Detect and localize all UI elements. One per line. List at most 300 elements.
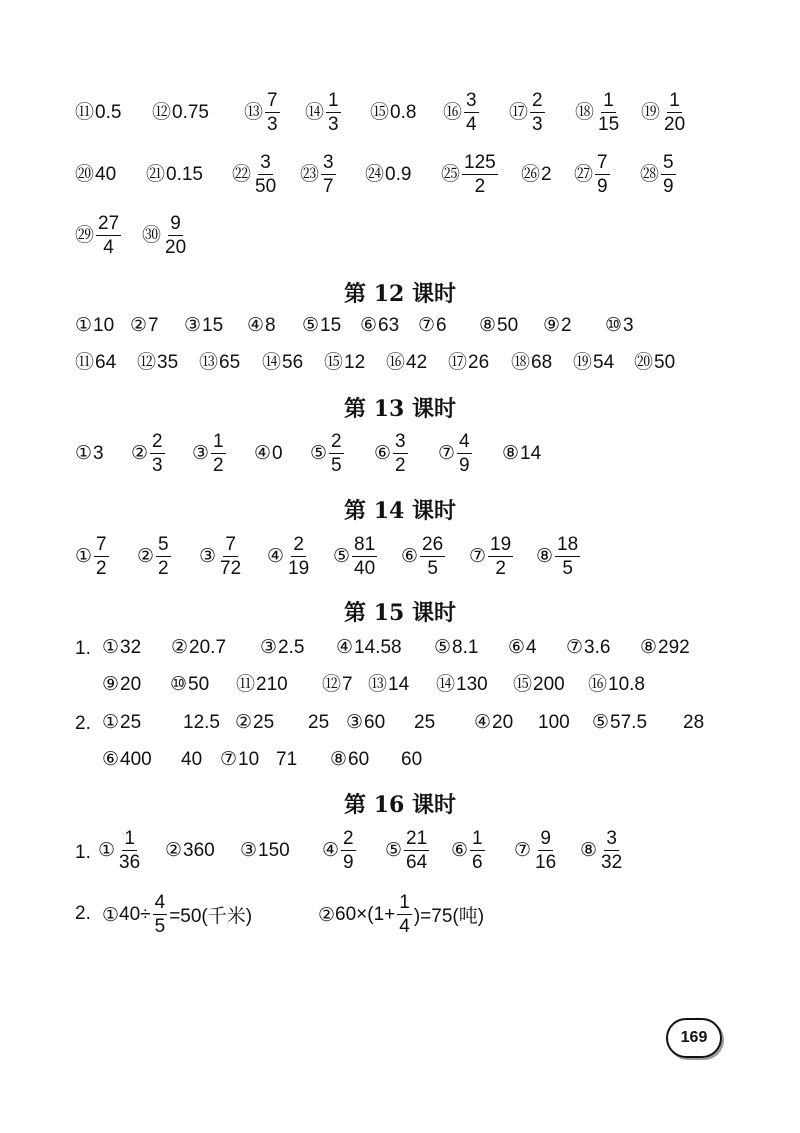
item-marker: ⑦	[566, 636, 584, 658]
fraction	[163, 214, 188, 257]
item-marker: ⑳	[634, 351, 654, 373]
fraction	[211, 432, 226, 475]
answer-value: 64	[95, 352, 117, 373]
answer-value: 3	[93, 443, 104, 464]
answer-value: 25	[120, 712, 142, 733]
item-marker: ㉔	[365, 163, 385, 185]
answer-item	[502, 444, 541, 463]
item-marker: ㉒	[232, 163, 252, 185]
answer-value: 68	[531, 352, 553, 373]
answer-value: 28	[683, 712, 705, 733]
item-marker: ①	[102, 711, 120, 733]
item-marker: ⑩	[170, 673, 188, 695]
denominator: 2	[395, 455, 406, 476]
denominator: 72	[220, 558, 242, 579]
numerator: 4	[459, 431, 470, 452]
item-marker: ⑧	[580, 839, 598, 861]
answer-item	[142, 214, 188, 257]
answer-item	[137, 535, 171, 578]
answer-item	[254, 444, 283, 463]
answer-item	[102, 638, 141, 657]
answer-item	[102, 750, 152, 769]
section-title-16: 第 16 课时	[344, 792, 456, 818]
answer-item	[165, 841, 215, 860]
answer-value: 65	[219, 352, 241, 373]
s16-equation-1	[102, 893, 252, 936]
answer-item	[365, 165, 411, 184]
item-marker: ⑦	[469, 545, 487, 567]
numerator: 3	[323, 152, 334, 173]
denominator: 3	[152, 455, 163, 476]
s15-part2-label: 2.	[75, 713, 91, 734]
answer-item	[469, 535, 513, 578]
answer-value: 15	[320, 315, 342, 336]
answer-value: 2	[561, 315, 572, 336]
fraction	[329, 432, 344, 475]
item-marker: ⑲	[641, 101, 661, 123]
answer-value: 54	[593, 352, 615, 373]
item-marker: ⑧	[536, 545, 554, 567]
answer-value: 200	[533, 674, 565, 695]
answer-value: 10.8	[608, 674, 645, 695]
answer-item	[262, 353, 303, 372]
equation-lhs: 60×(1+	[335, 903, 396, 925]
numerator: 5	[663, 152, 674, 173]
answer-item	[170, 675, 209, 694]
answer-value: 100	[538, 712, 570, 733]
denominator: 5	[154, 916, 166, 937]
fraction	[393, 432, 408, 475]
answer-value: 60	[364, 712, 386, 733]
item-marker: ㉗	[574, 163, 594, 185]
item-marker: ③	[260, 636, 278, 658]
answer-item	[575, 91, 621, 134]
numerator: 1	[328, 90, 339, 111]
fraction	[341, 829, 356, 872]
numerator: 3	[606, 828, 617, 849]
equation-lhs: 40÷	[119, 903, 151, 925]
answer-item	[152, 103, 209, 122]
item-marker: ①	[98, 839, 116, 861]
item-marker: ⑥	[451, 839, 469, 861]
answer-value: 60	[401, 749, 423, 770]
answer-item	[521, 165, 552, 184]
item-marker: ①	[102, 903, 120, 926]
item-marker: ⑬	[368, 673, 388, 695]
answer-item	[536, 535, 580, 578]
item-marker: ②	[171, 636, 189, 658]
item-marker: ⑤	[310, 442, 328, 464]
answer-value: 40	[95, 164, 117, 185]
item-marker: ⑪	[236, 673, 256, 695]
item-marker: ㉑	[146, 163, 166, 185]
item-marker: ①	[75, 314, 93, 336]
section-title-15: 第 15 课时	[344, 600, 456, 626]
answer-value: 60	[348, 749, 370, 770]
answer-item	[640, 638, 690, 657]
fraction	[397, 893, 412, 936]
answer-value: 12.5	[183, 712, 220, 733]
item-marker: ⑤	[592, 711, 610, 733]
answer-item	[180, 750, 202, 769]
answer-item	[386, 353, 427, 372]
answer-value: 8	[265, 315, 276, 336]
item-marker: ⑥	[360, 314, 378, 336]
answer-item	[514, 829, 558, 872]
denominator: 16	[535, 852, 557, 873]
answer-value: 0.8	[390, 102, 417, 123]
answer-value: 50	[497, 315, 519, 336]
item-marker: ⑭	[436, 673, 456, 695]
answer-item	[605, 316, 634, 335]
section-title-12: 第 12 课时	[344, 281, 456, 307]
item-marker: ④	[322, 839, 340, 861]
answer-item	[448, 353, 489, 372]
answer-item	[305, 91, 341, 134]
numerator: 9	[540, 828, 551, 849]
answer-item	[513, 675, 565, 694]
answer-item	[451, 829, 485, 872]
answer-item	[336, 638, 402, 657]
answer-item	[98, 829, 142, 872]
answer-value: 130	[456, 674, 488, 695]
item-marker: ⑲	[573, 351, 593, 373]
fraction	[153, 893, 168, 936]
numerator: 27	[98, 213, 120, 234]
numerator: 3	[260, 152, 271, 173]
answer-value: 7	[148, 315, 159, 336]
answer-item	[131, 432, 165, 475]
answer-item	[75, 535, 109, 578]
denominator: 36	[119, 852, 141, 873]
denominator: 19	[288, 558, 310, 579]
item-marker: ㉕	[441, 163, 461, 185]
item-marker: ①	[75, 545, 93, 567]
item-marker: ③	[199, 545, 217, 567]
numerator: 7	[96, 534, 107, 555]
numerator: 2	[152, 431, 163, 452]
denominator: 40	[354, 558, 376, 579]
answer-item	[511, 353, 552, 372]
item-marker: ⑫	[322, 673, 342, 695]
answer-item	[307, 713, 329, 732]
answer-value: 56	[282, 352, 304, 373]
answer-value: 400	[120, 749, 152, 770]
item-marker: ㉓	[300, 163, 320, 185]
item-marker: ①	[75, 442, 93, 464]
answer-item	[436, 675, 488, 694]
numerator: 9	[170, 213, 181, 234]
fraction	[150, 432, 165, 475]
item-marker: ⑤	[333, 545, 351, 567]
answer-value: 50	[188, 674, 210, 695]
answer-item	[401, 535, 445, 578]
item-marker: ⑨	[543, 314, 561, 336]
denominator: 9	[343, 852, 354, 873]
answer-value: 10	[238, 749, 260, 770]
fraction	[404, 829, 429, 872]
answer-item	[443, 91, 479, 134]
answer-value: 2.5	[278, 637, 305, 658]
item-marker: ⑤	[302, 314, 320, 336]
s16-part2-label: 2.	[75, 903, 91, 924]
fraction	[218, 535, 243, 578]
answer-item	[508, 638, 537, 657]
answer-value: 20	[120, 674, 142, 695]
equation-rhs: =50(千米)	[169, 906, 253, 927]
fraction	[530, 91, 545, 134]
fraction	[420, 535, 445, 578]
answer-item	[130, 316, 159, 335]
fraction	[286, 535, 311, 578]
numerator: 1	[124, 828, 135, 849]
item-marker: ②	[165, 839, 183, 861]
fraction	[595, 153, 610, 196]
numerator: 3	[395, 431, 406, 452]
section-title-14: 第 14 课时	[344, 498, 456, 524]
answer-item	[235, 713, 274, 732]
item-marker: ④	[254, 442, 272, 464]
answer-value: 0.75	[172, 102, 209, 123]
answer-item	[588, 675, 645, 694]
item-marker: ⑦	[514, 839, 532, 861]
numerator: 2	[293, 534, 304, 555]
equation-rhs: )=75(吨)	[413, 906, 485, 927]
answer-item	[580, 829, 624, 872]
item-marker: ⑰	[509, 101, 529, 123]
item-marker: ⑯	[443, 101, 463, 123]
answer-item	[75, 316, 114, 335]
item-marker: ⑥	[374, 442, 392, 464]
answer-item	[634, 353, 675, 372]
item-marker: ⑱	[575, 101, 595, 123]
answer-value: 40	[181, 749, 203, 770]
answer-value: 35	[157, 352, 179, 373]
item-marker: ③	[184, 314, 202, 336]
item-marker: ⑭	[305, 101, 325, 123]
item-marker: ⑥	[508, 636, 526, 658]
numerator: 2	[331, 431, 342, 452]
answer-item	[322, 829, 356, 872]
item-marker: ⑦	[438, 442, 456, 464]
denominator: 20	[664, 114, 686, 135]
numerator: 2	[343, 828, 354, 849]
answer-item	[247, 316, 276, 335]
answer-value: 71	[276, 749, 298, 770]
answer-item	[640, 153, 676, 196]
answer-value: 210	[256, 674, 288, 695]
item-marker: ㉚	[142, 224, 162, 246]
answer-item	[360, 316, 399, 335]
answer-value: 20.7	[189, 637, 227, 658]
answer-item	[574, 153, 610, 196]
item-marker: ③	[192, 442, 210, 464]
item-marker: ⑤	[434, 636, 452, 658]
answer-value: 14.58	[354, 637, 402, 658]
fraction	[464, 91, 479, 134]
s15-part1-label: 1.	[75, 638, 91, 659]
answer-value: 25	[308, 712, 330, 733]
answer-item	[137, 353, 178, 372]
fraction	[533, 829, 558, 872]
numerator: 1	[399, 892, 410, 913]
answer-item	[267, 535, 311, 578]
numerator: 125	[464, 152, 496, 173]
item-marker: ②	[131, 442, 149, 464]
denominator: 2	[495, 558, 506, 579]
item-marker: ⑳	[75, 163, 95, 185]
item-marker: ④	[267, 545, 285, 567]
item-marker: ⑤	[385, 839, 403, 861]
item-marker: ⑬	[199, 351, 219, 373]
answer-item	[413, 713, 435, 732]
answer-item	[75, 214, 121, 257]
answer-item	[682, 713, 704, 732]
item-marker: ⑦	[418, 314, 436, 336]
answer-item	[102, 675, 141, 694]
item-marker: ㉖	[521, 163, 541, 185]
answer-value: 7	[342, 674, 353, 695]
answer-value: 57.5	[610, 712, 648, 733]
fraction	[265, 91, 280, 134]
answer-item	[240, 841, 290, 860]
numerator: 81	[354, 534, 376, 555]
answer-value: 15	[202, 315, 224, 336]
answer-item	[330, 750, 369, 769]
numerator: 7	[225, 534, 236, 555]
answer-item	[418, 316, 447, 335]
denominator: 3	[267, 114, 278, 135]
item-marker: ⑮	[324, 351, 344, 373]
item-marker: ⑥	[401, 545, 419, 567]
answer-value: 0.9	[385, 164, 412, 185]
denominator: 3	[328, 114, 339, 135]
fraction	[661, 153, 676, 196]
answer-item	[537, 713, 570, 732]
item-marker: ②	[235, 711, 253, 733]
answer-item	[275, 750, 297, 769]
answer-value: 8.1	[452, 637, 479, 658]
denominator: 32	[601, 852, 623, 873]
numerator: 3	[466, 90, 477, 111]
answer-value: 20	[492, 712, 514, 733]
answer-item	[441, 153, 498, 196]
item-marker: ⑨	[102, 673, 120, 695]
answer-value: 3.6	[584, 637, 611, 658]
fraction	[555, 535, 580, 578]
answer-item	[592, 713, 647, 732]
item-marker: ②	[318, 903, 336, 926]
denominator: 50	[255, 176, 277, 197]
answer-value: 42	[406, 352, 428, 373]
numerator: 21	[406, 828, 428, 849]
s16-equation-2	[318, 893, 484, 936]
fraction	[321, 153, 336, 196]
denominator: 4	[399, 916, 410, 937]
fraction	[156, 535, 171, 578]
answer-value: 50	[654, 352, 676, 373]
item-marker: ②	[137, 545, 155, 567]
denominator: 64	[406, 852, 428, 873]
answer-item	[434, 638, 478, 657]
answer-item	[322, 675, 353, 694]
answer-value: 25	[414, 712, 436, 733]
answer-item	[509, 91, 545, 134]
numerator: 1	[213, 431, 224, 452]
item-marker: ⑪	[75, 351, 95, 373]
numerator: 2	[532, 90, 543, 111]
item-marker: ④	[474, 711, 492, 733]
fraction	[596, 91, 621, 134]
item-marker: ⑱	[511, 351, 531, 373]
answer-value: 6	[436, 315, 447, 336]
numerator: 4	[154, 892, 166, 913]
answer-item	[543, 316, 572, 335]
fraction	[117, 829, 142, 872]
item-marker: ①	[102, 636, 120, 658]
answer-item	[474, 713, 513, 732]
denominator: 7	[323, 176, 334, 197]
answer-item	[302, 316, 341, 335]
answer-item	[300, 153, 336, 196]
answer-value: 0.5	[95, 102, 122, 123]
answer-item	[566, 638, 610, 657]
answer-item	[310, 432, 344, 475]
answer-item	[333, 535, 377, 578]
answer-value: 10	[93, 315, 115, 336]
item-marker: ⑰	[448, 351, 468, 373]
numerator: 7	[597, 152, 608, 173]
item-marker: ㉙	[75, 224, 95, 246]
answer-item	[385, 829, 429, 872]
fraction	[470, 829, 485, 872]
answer-value: 150	[258, 840, 290, 861]
item-marker: ⑯	[588, 673, 608, 695]
denominator: 2	[96, 558, 107, 579]
item-marker: ⑫	[137, 351, 157, 373]
answer-item	[374, 432, 408, 475]
answer-item	[146, 165, 203, 184]
item-marker: ⑧	[502, 442, 520, 464]
fraction	[457, 432, 472, 475]
numerator: 5	[158, 534, 169, 555]
answer-value: 32	[120, 637, 142, 658]
numerator: 1	[669, 90, 680, 111]
item-marker: ②	[130, 314, 148, 336]
denominator: 5	[562, 558, 573, 579]
numerator: 7	[267, 90, 278, 111]
denominator: 4	[103, 237, 114, 258]
fraction	[326, 91, 341, 134]
fraction	[96, 214, 121, 257]
denominator: 5	[427, 558, 438, 579]
denominator: 9	[597, 176, 608, 197]
answer-item	[479, 316, 518, 335]
answer-value: 14	[520, 443, 542, 464]
item-marker: ③	[346, 711, 364, 733]
denominator: 20	[165, 237, 187, 258]
denominator: 4	[466, 114, 477, 135]
answer-value: 25	[253, 712, 275, 733]
numerator: 26	[422, 534, 444, 555]
answer-item	[75, 353, 116, 372]
answer-value: 63	[378, 315, 400, 336]
answer-item	[184, 316, 223, 335]
answer-item	[260, 638, 304, 657]
denominator: 9	[663, 176, 674, 197]
fraction	[462, 153, 498, 196]
item-marker: ⑬	[244, 101, 264, 123]
